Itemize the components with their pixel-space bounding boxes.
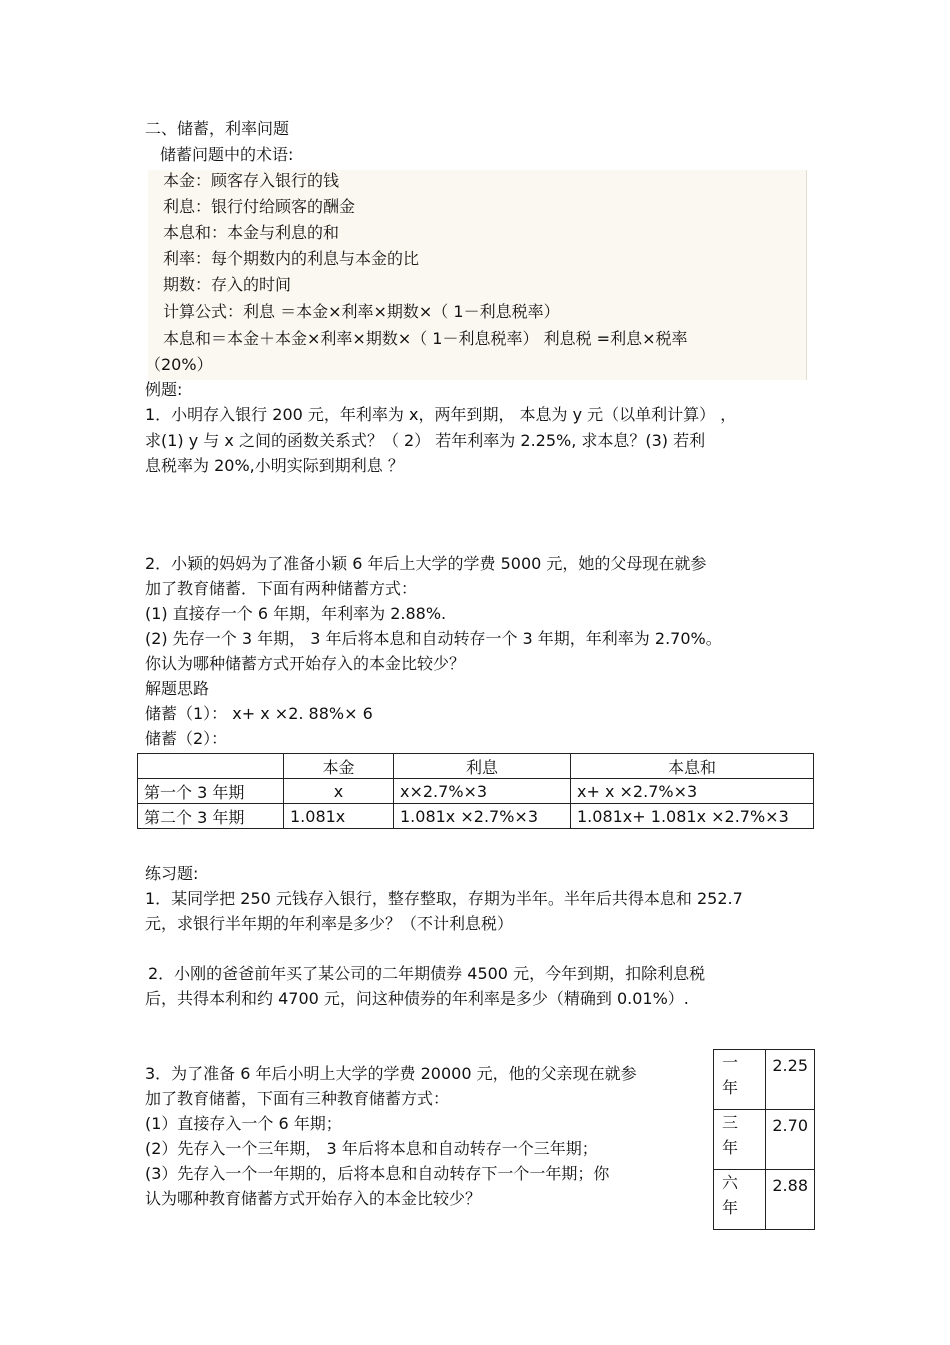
practice2-line: 2．小刚的爸爸前年买了某公司的二年期债券 4500 元，今年到期，扣除利息税 (148, 964, 706, 983)
table-cell: x×2.7%×3 (394, 779, 571, 804)
practice3-line: (2）先存入一个三年期， 3 年后将本息和自动转存一个三年期； (145, 1139, 598, 1158)
examples-label: 例题: (145, 380, 183, 399)
table-row (714, 1110, 815, 1170)
example1-line: 1．小明存入银行 200 元，年利率为 x，两年到期， 本息为 y 元（以单利计算） ， (145, 405, 737, 424)
table-cell: 第一个 3 年期 (138, 779, 284, 804)
example2-line: 2．小颖的妈妈为了准备小颖 6 年后上大学的学费 5000 元，她的父母现在就参 (145, 554, 707, 573)
example2-line: 加了教育储蓄．下面有两种储蓄方式： (145, 579, 418, 598)
saving-table (137, 753, 814, 829)
table-header-cell: 本金 (284, 754, 394, 779)
example1-line: 息税率为 20%,小明实际到期利息 ？ (145, 456, 404, 475)
term-total: 本息和：本金与利息的和 (163, 223, 340, 242)
section-title: 二、储蓄，利率问题 (145, 119, 290, 138)
term-principal: 本金：顾客存入银行的钱 (163, 171, 340, 190)
example2-line: (1) 直接存一个 6 年期，年利率为 2.88%. (145, 604, 447, 623)
term-rate: 利率：每个期数内的利息与本金的比 (163, 249, 420, 268)
practice3-line: (3）先存入一个一年期的，后将本息和自动转存下一个一年期；你 (145, 1164, 610, 1183)
table-header-cell: 利息 (394, 754, 571, 779)
example1-line: 求(1) y 与 x 之间的函数关系式？（ 2） 若年利率为 2.25%, 求本息？(3) 若利 (145, 431, 706, 450)
rate-value-cell: 2.70 (766, 1110, 815, 1170)
table-cell: 1.081x (284, 804, 394, 829)
saving2-label: 储蓄（2）： (145, 729, 228, 748)
solution-label: 解题思路 (145, 679, 210, 698)
saving1-formula: 储蓄（1）： x+ x ×2. 88%× 6 (145, 704, 373, 723)
table-cell: x+ x ×2.7%×3 (571, 779, 814, 804)
practice2-line: 后，共得本利和约 4700 元，问这种债券的年利率是多少（精确到 0.01%）. (145, 989, 689, 1008)
term-interest: 利息：银行付给顾客的酬金 (163, 197, 356, 216)
table-header-cell: 本息和 (571, 754, 814, 779)
table-cell: 1.081x+ 1.081x ×2.7%×3 (571, 804, 814, 829)
practice1-line: 元，求银行半年期的年利率是多少？（不计利息税） (145, 914, 514, 933)
rate-table (713, 1049, 815, 1230)
term-periods: 期数：存入的时间 (163, 275, 292, 294)
rate-term-cell: 六 年 (714, 1170, 766, 1230)
table-row (714, 1170, 815, 1230)
table-cell: 第二个 3 年期 (138, 804, 284, 829)
formula-interest: 计算公式：利息 ＝本金×利率×期数×（ 1－利息税率） (163, 302, 560, 321)
formula-tax-rate: （20%） (145, 355, 213, 374)
practice3-line: 加了教育储蓄，下面有三种教育储蓄方式： (145, 1089, 450, 1108)
practice1-line: 1．某同学把 250 元钱存入银行，整存整取，存期为半年。半年后共得本息和 252.7 (145, 889, 743, 908)
practice3-line: (1）直接存入一个 6 年期； (145, 1114, 342, 1133)
rate-term-cell: 一 年 (714, 1050, 766, 1110)
table-header-row (138, 754, 814, 779)
table-header-cell (138, 754, 284, 779)
practice3-line: 3．为了准备 6 年后小明上大学的学费 20000 元，他的父亲现在就参 (145, 1064, 637, 1083)
practice-label: 练习题: (145, 864, 199, 883)
example2-line: (2) 先存一个 3 年期， 3 年后将本息和自动转存一个 3 年期，年利率为 2.70%。 (145, 629, 722, 648)
formula-total: 本息和＝本金＋本金×利率×期数×（ 1－利息税率） 利息税 =利息×税率 (163, 329, 688, 348)
table-row (138, 804, 814, 829)
practice3-line: 认为哪种教育储蓄方式开始存入的本金比较少？ (145, 1189, 482, 1208)
rate-value-cell: 2.88 (766, 1170, 815, 1230)
table-row (714, 1050, 815, 1110)
table-cell: 1.081x ×2.7%×3 (394, 804, 571, 829)
rate-term-cell: 三 年 (714, 1110, 766, 1170)
table-row (138, 779, 814, 804)
rate-value-cell: 2.25 (766, 1050, 815, 1110)
table-cell: x (284, 779, 394, 804)
terms-heading: 储蓄问题中的术语: (160, 145, 294, 164)
example2-line: 你认为哪种储蓄方式开始存入的本金比较少？ (145, 654, 466, 673)
